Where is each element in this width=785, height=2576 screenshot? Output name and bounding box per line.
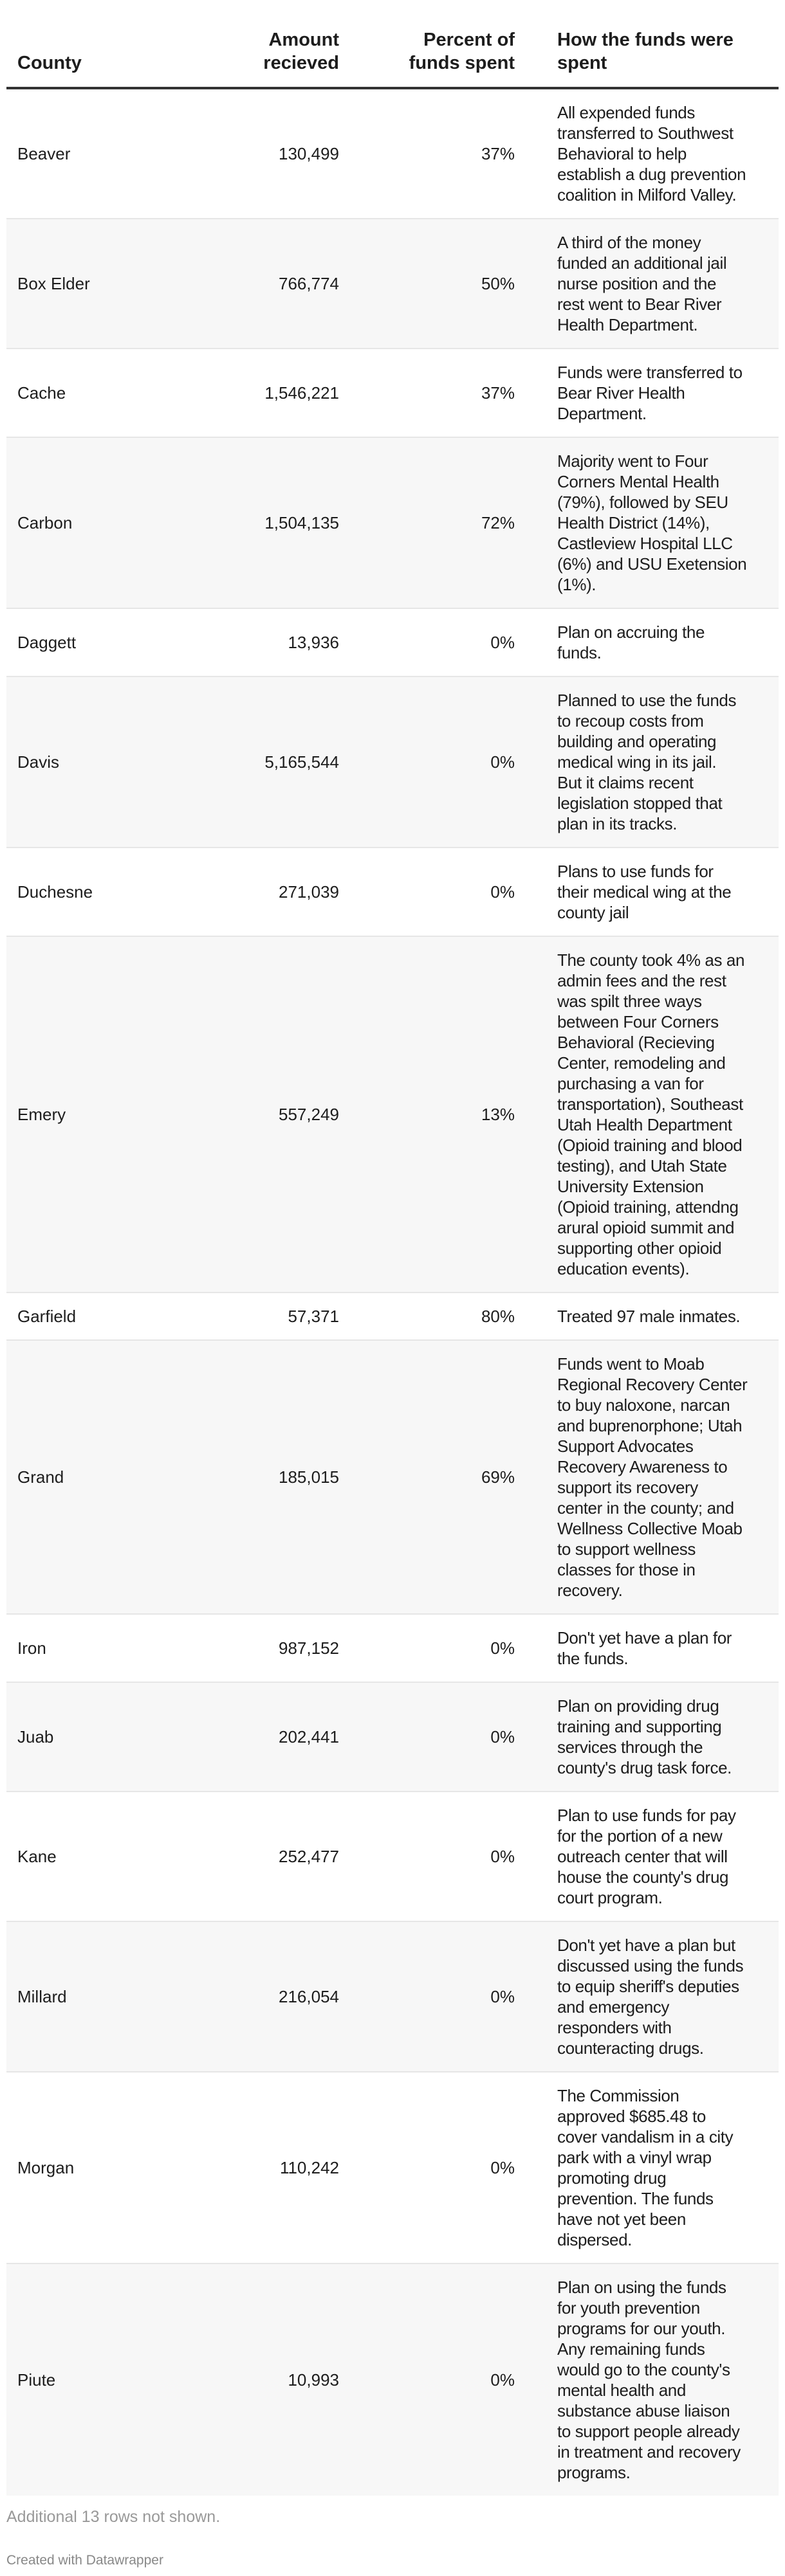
cell-how-spent — [521, 2263, 779, 2496]
description-line: outreach center that will — [557, 1847, 728, 1866]
description-line: (1%). — [557, 575, 596, 594]
header-percent-line2: funds spent — [409, 53, 515, 73]
description-line: Funds went to Moab — [557, 1354, 705, 1374]
cell-county: Emery — [6, 936, 232, 1293]
description-line: center in the county; and — [557, 1498, 734, 1518]
description-line: programs for our youth. — [557, 2319, 726, 2338]
description-line: (Opioid training, attendng — [557, 1197, 739, 1217]
description-line: and emergency — [557, 1997, 670, 2017]
cell-county: Box Elder — [6, 219, 232, 349]
cell-how-spent — [521, 1614, 779, 1682]
description-line: Wellness Collective Moab — [557, 1519, 743, 1538]
cell-how-spent — [521, 2072, 779, 2263]
cell-how-spent — [521, 1682, 779, 1791]
table-row — [6, 1791, 779, 1921]
header-county-label: County — [17, 53, 82, 73]
table-row — [6, 2263, 779, 2496]
description-line: between Four Corners — [557, 1012, 719, 1031]
cell-amount-received: 110,242 — [232, 2072, 346, 2263]
description-line: (79%), followed by SEU — [557, 493, 728, 512]
description-line: medical wing in its jail. — [557, 752, 717, 772]
cell-county: Iron — [6, 1614, 232, 1682]
table-row — [6, 1614, 779, 1682]
cell-county: Beaver — [6, 88, 232, 219]
description-line: mental health and — [557, 2381, 686, 2400]
cell-amount-received: 1,546,221 — [232, 349, 346, 437]
description-line: Treated 97 male inmates. — [557, 1307, 741, 1326]
description-line: Any remaining funds — [557, 2339, 705, 2359]
cell-percent-spent: 0% — [346, 2072, 521, 2263]
description-line: the funds. — [557, 1649, 629, 1668]
table-row — [6, 1682, 779, 1791]
description-line: and buprenorphone; Utah — [557, 1416, 743, 1435]
description-line: Plan on accruing the — [557, 622, 705, 642]
description-line: substance abuse liaison — [557, 2401, 730, 2420]
description-line: approved $685.48 to — [557, 2107, 706, 2126]
cell-percent-spent: 80% — [346, 1293, 521, 1340]
column-header-county[interactable] — [6, 0, 232, 88]
description-line: house the county's drug — [557, 1867, 729, 1887]
description-line: Center, remodeling and — [557, 1053, 726, 1073]
description-line: admin fees and the rest — [557, 971, 726, 990]
description-line: park with a vinyl wrap — [557, 2148, 712, 2167]
table-row — [6, 848, 779, 936]
cell-county: Millard — [6, 1921, 232, 2072]
table-row — [6, 1340, 779, 1614]
cell-how-spent — [521, 1340, 779, 1614]
cell-county: Morgan — [6, 2072, 232, 2263]
description-line: to support people already — [557, 2422, 740, 2441]
cell-county: Kane — [6, 1791, 232, 1921]
cell-county: Daggett — [6, 608, 232, 676]
cell-amount-received: 987,152 — [232, 1614, 346, 1682]
cell-how-spent — [521, 349, 779, 437]
cell-how-spent — [521, 848, 779, 936]
table-row — [6, 1293, 779, 1340]
description-line: But it claims recent — [557, 773, 694, 792]
description-line: their medical wing at the — [557, 882, 732, 902]
cell-how-spent — [521, 608, 779, 676]
cell-percent-spent: 37% — [346, 349, 521, 437]
cell-percent-spent: 13% — [346, 936, 521, 1293]
table-row — [6, 2072, 779, 2263]
description-line: purchasing a van for — [557, 1074, 704, 1093]
cell-amount-received: 130,499 — [232, 88, 346, 219]
table-container — [6, 0, 779, 2496]
description-line: county jail — [557, 903, 629, 922]
description-line: A third of the money — [557, 233, 701, 252]
cell-percent-spent: 37% — [346, 88, 521, 219]
column-header-percent[interactable] — [346, 0, 521, 88]
description-line: in treatment and recovery — [557, 2442, 741, 2462]
cell-percent-spent: 0% — [346, 676, 521, 848]
cell-amount-received: 252,477 — [232, 1791, 346, 1921]
cell-county: Piute — [6, 2263, 232, 2496]
cell-county: Davis — [6, 676, 232, 848]
cell-how-spent — [521, 437, 779, 608]
description-line: Don't yet have a plan for — [557, 1628, 732, 1647]
description-line: The county took 4% as an — [557, 950, 745, 970]
description-line: was spilt three ways — [557, 992, 702, 1011]
description-line: have not yet been — [557, 2209, 686, 2229]
cell-percent-spent: 0% — [346, 1614, 521, 1682]
cell-amount-received: 13,936 — [232, 608, 346, 676]
description-line: Planned to use the funds — [557, 691, 737, 710]
column-header-how-spent[interactable] — [521, 0, 779, 88]
description-line: Don't yet have a plan but — [557, 1936, 735, 1955]
description-line: University Extension — [557, 1177, 704, 1196]
description-line: Behavioral (Recieving — [557, 1033, 715, 1052]
cell-percent-spent: 69% — [346, 1340, 521, 1614]
cell-percent-spent: 0% — [346, 608, 521, 676]
table-row — [6, 936, 779, 1293]
table-row — [6, 676, 779, 848]
cell-percent-spent: 0% — [346, 2263, 521, 2496]
header-how-line2: spent — [557, 53, 607, 73]
description-line: for youth prevention — [557, 2298, 700, 2317]
table-header — [6, 0, 779, 88]
description-line: responders with — [557, 2018, 672, 2037]
description-line: Behavioral to help — [557, 144, 687, 163]
cell-percent-spent: 50% — [346, 219, 521, 349]
description-line: court program. — [557, 1888, 663, 1907]
description-line: to buy naloxone, narcan — [557, 1395, 730, 1415]
description-line: building and operating — [557, 732, 717, 751]
cell-amount-received: 5,165,544 — [232, 676, 346, 848]
description-line: transferred to Southwest — [557, 123, 734, 143]
funds-table — [6, 0, 779, 2496]
table-body — [6, 88, 779, 2496]
description-line: Health Department. — [557, 315, 698, 334]
description-line: Plan to use funds for pay — [557, 1806, 736, 1825]
description-line: legislation stopped that — [557, 794, 723, 813]
description-line: discussed using the funds — [557, 1956, 744, 1975]
description-line: Support Advocates — [557, 1437, 694, 1456]
cell-how-spent — [521, 676, 779, 848]
description-line: The Commission — [557, 2086, 679, 2105]
description-line: Bear River Health — [557, 383, 685, 403]
description-line: testing), and Utah State — [557, 1156, 727, 1175]
description-line: Health District (14%), — [557, 513, 710, 532]
description-line: Recovery Awareness to — [557, 1457, 728, 1476]
header-row — [6, 0, 779, 88]
description-line: programs. — [557, 2463, 631, 2482]
description-line: Department. — [557, 404, 647, 423]
description-line: rest went to Bear River — [557, 295, 722, 314]
cell-county: Juab — [6, 1682, 232, 1791]
description-line: plan in its tracks. — [557, 814, 678, 833]
cell-amount-received: 202,441 — [232, 1682, 346, 1791]
table-notes: Additional 13 rows not shown. — [6, 2508, 221, 2526]
header-amount-line1: Amount — [268, 30, 339, 50]
description-line: Majority went to Four — [557, 451, 708, 471]
description-line: for the portion of a new — [557, 1826, 723, 1846]
header-percent-line1: Percent of — [423, 30, 515, 50]
description-line: classes for those in — [557, 1560, 696, 1579]
column-header-amount[interactable] — [232, 0, 346, 88]
description-line: Plans to use funds for — [557, 862, 714, 881]
description-line: would go to the county's — [557, 2360, 730, 2379]
description-line: cover vandalism in a city — [557, 2127, 734, 2146]
description-line: to support wellness — [557, 1539, 696, 1559]
description-line: (Opioid training and blood — [557, 1136, 743, 1155]
description-line: Utah Health Department — [557, 1115, 732, 1134]
cell-percent-spent: 0% — [346, 1682, 521, 1791]
cell-percent-spent: 72% — [346, 437, 521, 608]
description-line: nurse position and the — [557, 274, 717, 293]
cell-county: Cache — [6, 349, 232, 437]
description-line: funded an additional jail — [557, 253, 727, 273]
table-row — [6, 219, 779, 349]
description-line: arural opioid summit and — [557, 1218, 735, 1237]
description-line: supporting other opioid — [557, 1238, 722, 1258]
table-row — [6, 608, 779, 676]
cell-amount-received: 766,774 — [232, 219, 346, 349]
datawrapper-credit[interactable]: Created with Datawrapper — [6, 2553, 163, 2568]
description-line: Funds were transferred to — [557, 363, 743, 382]
cell-how-spent — [521, 219, 779, 349]
cell-percent-spent: 0% — [346, 848, 521, 936]
cell-amount-received: 1,504,135 — [232, 437, 346, 608]
description-line: counteracting drugs. — [557, 2038, 704, 2058]
cell-county: Grand — [6, 1340, 232, 1614]
description-line: promoting drug — [557, 2168, 667, 2188]
cell-amount-received: 185,015 — [232, 1340, 346, 1614]
description-line: All expended funds — [557, 103, 695, 122]
table-row — [6, 88, 779, 219]
cell-how-spent — [521, 1791, 779, 1921]
description-line: services through the — [557, 1737, 703, 1757]
description-line: to recoup costs from — [557, 711, 704, 730]
description-line: education events). — [557, 1259, 690, 1278]
cell-how-spent — [521, 88, 779, 219]
cell-amount-received: 216,054 — [232, 1921, 346, 2072]
table-row — [6, 437, 779, 608]
description-line: funds. — [557, 643, 602, 662]
cell-county: Carbon — [6, 437, 232, 608]
description-line: support its recovery — [557, 1478, 698, 1497]
table-row — [6, 349, 779, 437]
description-line: to equip sheriff's deputies — [557, 1977, 739, 1996]
header-amount-line2: recieved — [263, 53, 339, 73]
cell-how-spent — [521, 1921, 779, 2072]
description-line: Corners Mental Health — [557, 472, 719, 491]
cell-percent-spent: 0% — [346, 1791, 521, 1921]
description-line: dispersed. — [557, 2230, 632, 2249]
cell-amount-received: 57,371 — [232, 1293, 346, 1340]
description-line: coalition in Milford Valley. — [557, 185, 737, 204]
table-row — [6, 1921, 779, 2072]
cell-how-spent — [521, 936, 779, 1293]
cell-county: Duchesne — [6, 848, 232, 936]
description-line: prevention. The funds — [557, 2189, 714, 2208]
description-line: Castleview Hospital LLC — [557, 534, 733, 553]
cell-county: Garfield — [6, 1293, 232, 1340]
description-line: Plan on using the funds — [557, 2278, 726, 2297]
description-line: training and supporting — [557, 1717, 722, 1736]
cell-percent-spent: 0% — [346, 1921, 521, 2072]
description-line: establish a dug prevention — [557, 165, 746, 184]
description-line: county's drug task force. — [557, 1758, 732, 1777]
cell-amount-received: 10,993 — [232, 2263, 346, 2496]
description-line: (6%) and USU Exetension — [557, 554, 747, 574]
header-how-line1: How the funds were — [557, 30, 734, 50]
cell-amount-received: 271,039 — [232, 848, 346, 936]
description-line: Regional Recovery Center — [557, 1375, 748, 1394]
description-line: transportation), Southeast — [557, 1094, 743, 1114]
description-line: Plan on providing drug — [557, 1696, 719, 1716]
cell-how-spent — [521, 1293, 779, 1340]
description-line: recovery. — [557, 1581, 623, 1600]
cell-amount-received: 557,249 — [232, 936, 346, 1293]
